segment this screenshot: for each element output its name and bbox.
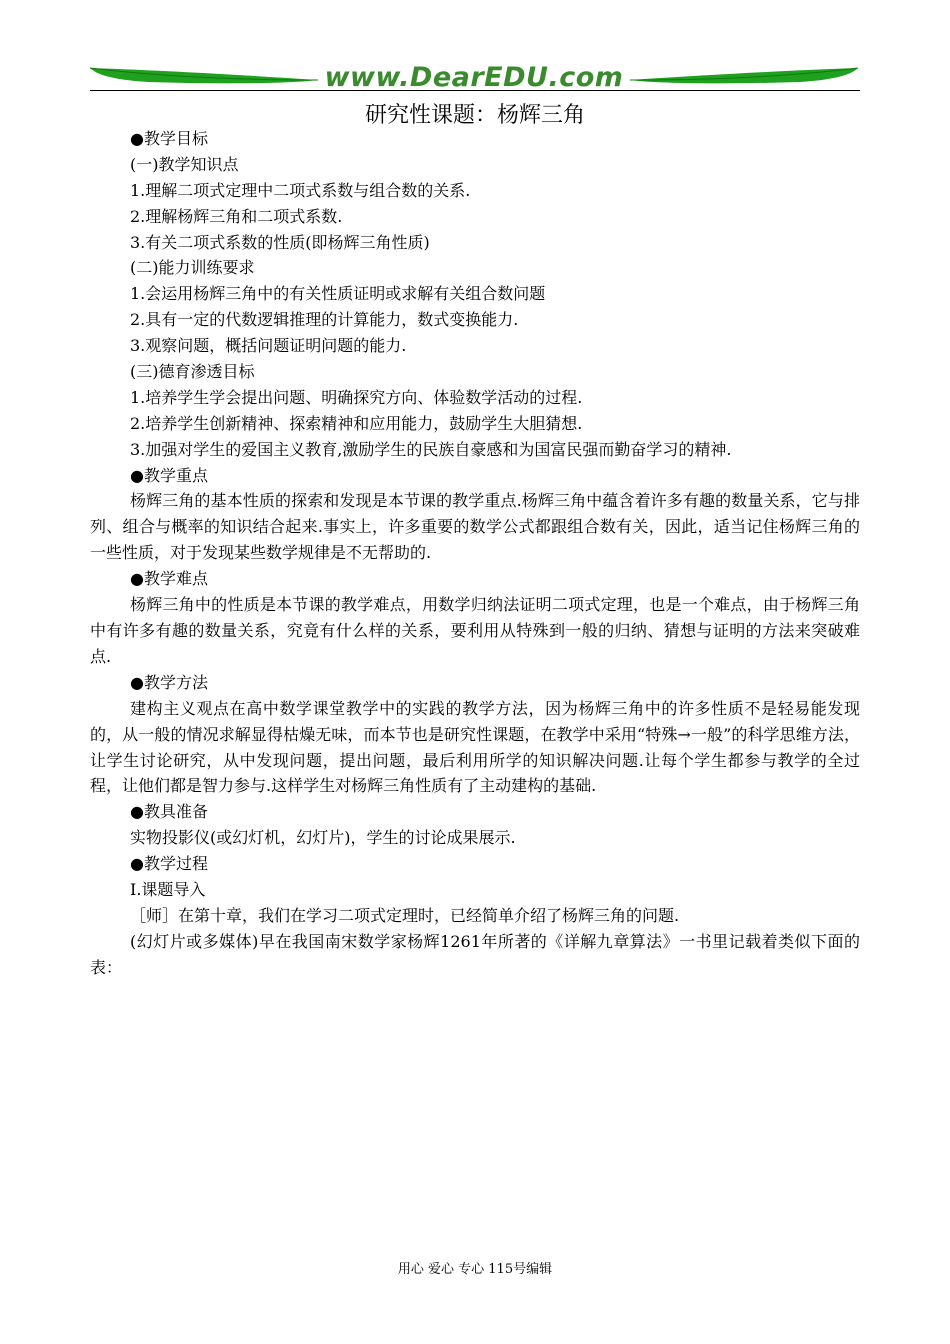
section-heading: ●教学目标 xyxy=(130,129,208,148)
list-item: (二)能力训练要求 xyxy=(130,258,255,278)
list-item: (三)德育渗透目标 xyxy=(130,362,255,382)
site-header xyxy=(88,58,860,98)
header-divider xyxy=(90,90,860,91)
section-heading: ●教学难点 xyxy=(130,569,208,589)
section-heading: ●教具准备 xyxy=(130,802,208,822)
list-item: 1.理解二项式定理中二项式系数与组合数的关系. xyxy=(130,180,471,200)
list-item: 2.培养学生创新精神、探索精神和应用能力，鼓励学生大胆猜想. xyxy=(130,413,583,433)
list-item: (一)教学知识点 xyxy=(130,154,239,174)
site-logo: www.DearEDU.com xyxy=(324,62,624,93)
document-body xyxy=(90,126,860,981)
page-footer: 用心 爱心 专心 115号编辑 xyxy=(397,1262,553,1277)
list-item: 1.会运用杨辉三角中的有关性质证明或求解有关组合数问题 xyxy=(130,284,546,304)
paragraph: 杨辉三角中的性质是本节课的教学难点，用数学归纳法证明二项式定理，也是一个难点，由于杨辉三角中有许多有趣的数量关系，究竟有什么样的关系，要利用从特殊到一般的归纳、猜想与证明的方法来突破难点. xyxy=(90,595,860,666)
list-item: 3.有关二项式系数的性质(即杨辉三角性质) xyxy=(130,232,430,252)
section-heading: ●教学重点 xyxy=(130,465,208,485)
section-heading: ●教学过程 xyxy=(130,854,208,874)
list-item: 2.具有一定的代数逻辑推理的计算能力，数式变换能力. xyxy=(130,310,519,330)
section-heading: ●教学方法 xyxy=(130,672,208,692)
list-item: 2.理解杨辉三角和二项式系数. xyxy=(130,206,343,226)
paragraph: 杨辉三角的基本性质的探索和发现是本节课的教学重点.杨辉三角中蕴含着许多有趣的数量关系，它与排列、组合与概率的知识结合起来.事实上，许多重要的数学公式都跟组合数有关，因此，适当记住杨辉三角的一些性质，对于发现某些数学规律是不无帮助的. xyxy=(90,491,860,563)
list-item: Ⅰ.课题导入 xyxy=(130,879,206,899)
paragraph: 建构主义观点在高中数学课堂教学中的实践的教学方法，因为杨辉三角中的许多性质不是轻易能发现的，从一般的情况求解显得枯燥无味，而本节也是研究性课题，在教学中采用“特殊→一般”的科学思维方法，让学生讨论研究，从中发现问题，提出问题，最后利用所学的知识解决问题.让每个学生都参与教学的全过程，让他们都是智力参与.这样学生对杨辉三角性质有了主动建构的基础. xyxy=(90,698,860,796)
paragraph: (幻灯片或多媒体)早在我国南宋数学家杨辉1261年所著的《详解九章算法》一书里记载着类似下面的表： xyxy=(90,931,860,977)
list-item: ［师］在第十章，我们在学习二项式定理时，已经简单介绍了杨辉三角的问题. xyxy=(130,905,680,925)
list-item: 3.观察问题，概括问题证明问题的能力. xyxy=(130,336,407,356)
list-item: 3.加强对学生的爱国主义教育,激励学生的民族自豪感和为国富民强而勤奋学习的精神. xyxy=(130,439,732,459)
list-item: 1.培养学生学会提出问题、明确探究方向、体验数学活动的过程. xyxy=(130,387,583,407)
page-title: 研究性课题：杨辉三角 xyxy=(364,103,585,128)
list-item: 实物投影仪(或幻灯机，幻灯片)，学生的讨论成果展示. xyxy=(130,828,516,848)
